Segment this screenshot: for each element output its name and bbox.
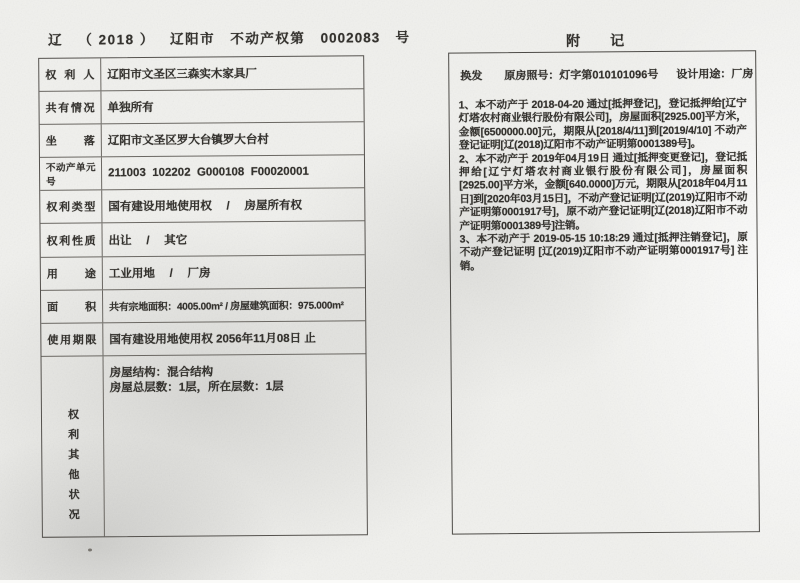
row-value: 共有宗地面积：4005.00m² / 房屋建筑面积：975.000m² (109, 300, 344, 314)
original-license-number: 原房照号：灯字第010101096号 (504, 68, 659, 83)
table-row-right-type (40, 189, 364, 225)
row-label: 用途 (41, 257, 103, 290)
row-value: 211003 102202 G000108 F00020001 (108, 166, 309, 180)
row-value: 工业用地 / 厂房 (108, 267, 211, 280)
row-value (104, 354, 367, 536)
row-label: 面积 (41, 290, 103, 323)
remark-item-1: 1、本不动产于 2018-04-20 通过[抵押登记]，登记抵押给[辽宁灯塔农村商业银行股份有限公司]，房屋面积[2925.00]平方米，金额[6500000.00]元，期限从[2018/4/11]到[2019/4/10] 不动产登记证明[辽(2018)辽阳市不动产证明第0001389号]。 (458, 97, 747, 152)
table-row-usage (41, 255, 365, 291)
reissue-label: 换发 (460, 70, 483, 83)
row-label: 权利类型 (40, 191, 102, 224)
remark-item-3: 3、本不动产于 2019-05-15 10:18:29 通过[抵押注销登记]，原不动产登记证明 [辽(2019)辽阳市不动产证明第0001917号] 注销。 (459, 231, 748, 273)
cert-label: 不动产权第 (230, 30, 306, 47)
remark-item-2: 2、本不动产于 2019年04月19日 通过[抵押变更登记]，登记抵押给[辽宁灯塔农村商业银行股份有限公司]，房屋面积[2925.00]平方米，金额[640.0000]万元，期限从[2018年04月11日]到[2020年03月15日]，不动产登记证明[辽(2019)辽阳市不动产证明第0001917号]，原不动产登记证明[辽(2018)辽阳市不动产证明第0001389号]注销。 (458, 150, 748, 233)
cert-province: 辽 (47, 32, 64, 48)
cert-city: 辽阳市 (170, 31, 216, 47)
table-row-area (41, 288, 365, 324)
row-label: 坐落 (40, 125, 102, 158)
row-value: 出让 / 其它 (108, 234, 188, 247)
row-label: 权利其他状况 (42, 356, 105, 537)
property-table (38, 55, 368, 538)
cert-number: 0002083 (320, 30, 381, 46)
table-row-right-nature (40, 222, 364, 258)
cert-year: （ 2018 ） (78, 31, 155, 48)
table-row-right-holder (39, 56, 363, 92)
row-value: 单独所有 (107, 102, 154, 115)
row-label: 权利性质 (40, 224, 102, 257)
house-structure-line: 房屋结构：混合结构 (109, 366, 214, 380)
row-label: 使用期限 (41, 323, 103, 356)
design-use: 设计用途：厂房 (676, 68, 754, 81)
reissue-line (460, 65, 754, 83)
table-row-unit-number (40, 156, 364, 192)
certificate-number-line (48, 26, 421, 49)
scan-speckle (88, 548, 92, 551)
row-value: 辽阳市文圣区三森实木家具厂 (107, 68, 257, 82)
row-label: 权利人 (39, 58, 101, 91)
table-row-location (40, 122, 364, 158)
row-value: 国有建设用地使用权 / 房屋所有权 (108, 200, 302, 214)
row-value: 国有建设用地使用权 2056年11月08日 止 (109, 332, 316, 347)
row-label: 共有情况 (39, 91, 101, 124)
remarks-title: 附记 (565, 31, 655, 49)
row-label: 不动产单元号 (40, 158, 102, 191)
row-value: 辽阳市文圣区罗大台镇罗大台村 (107, 134, 269, 148)
table-row-co-ownership (39, 89, 363, 125)
cert-suffix: 号 (395, 29, 411, 46)
house-floors-line: 房屋总层数：1层，所在层数：1层 (109, 380, 284, 395)
table-row-use-term (41, 321, 365, 357)
remarks-box (448, 50, 760, 534)
table-row-other-status (42, 354, 367, 537)
